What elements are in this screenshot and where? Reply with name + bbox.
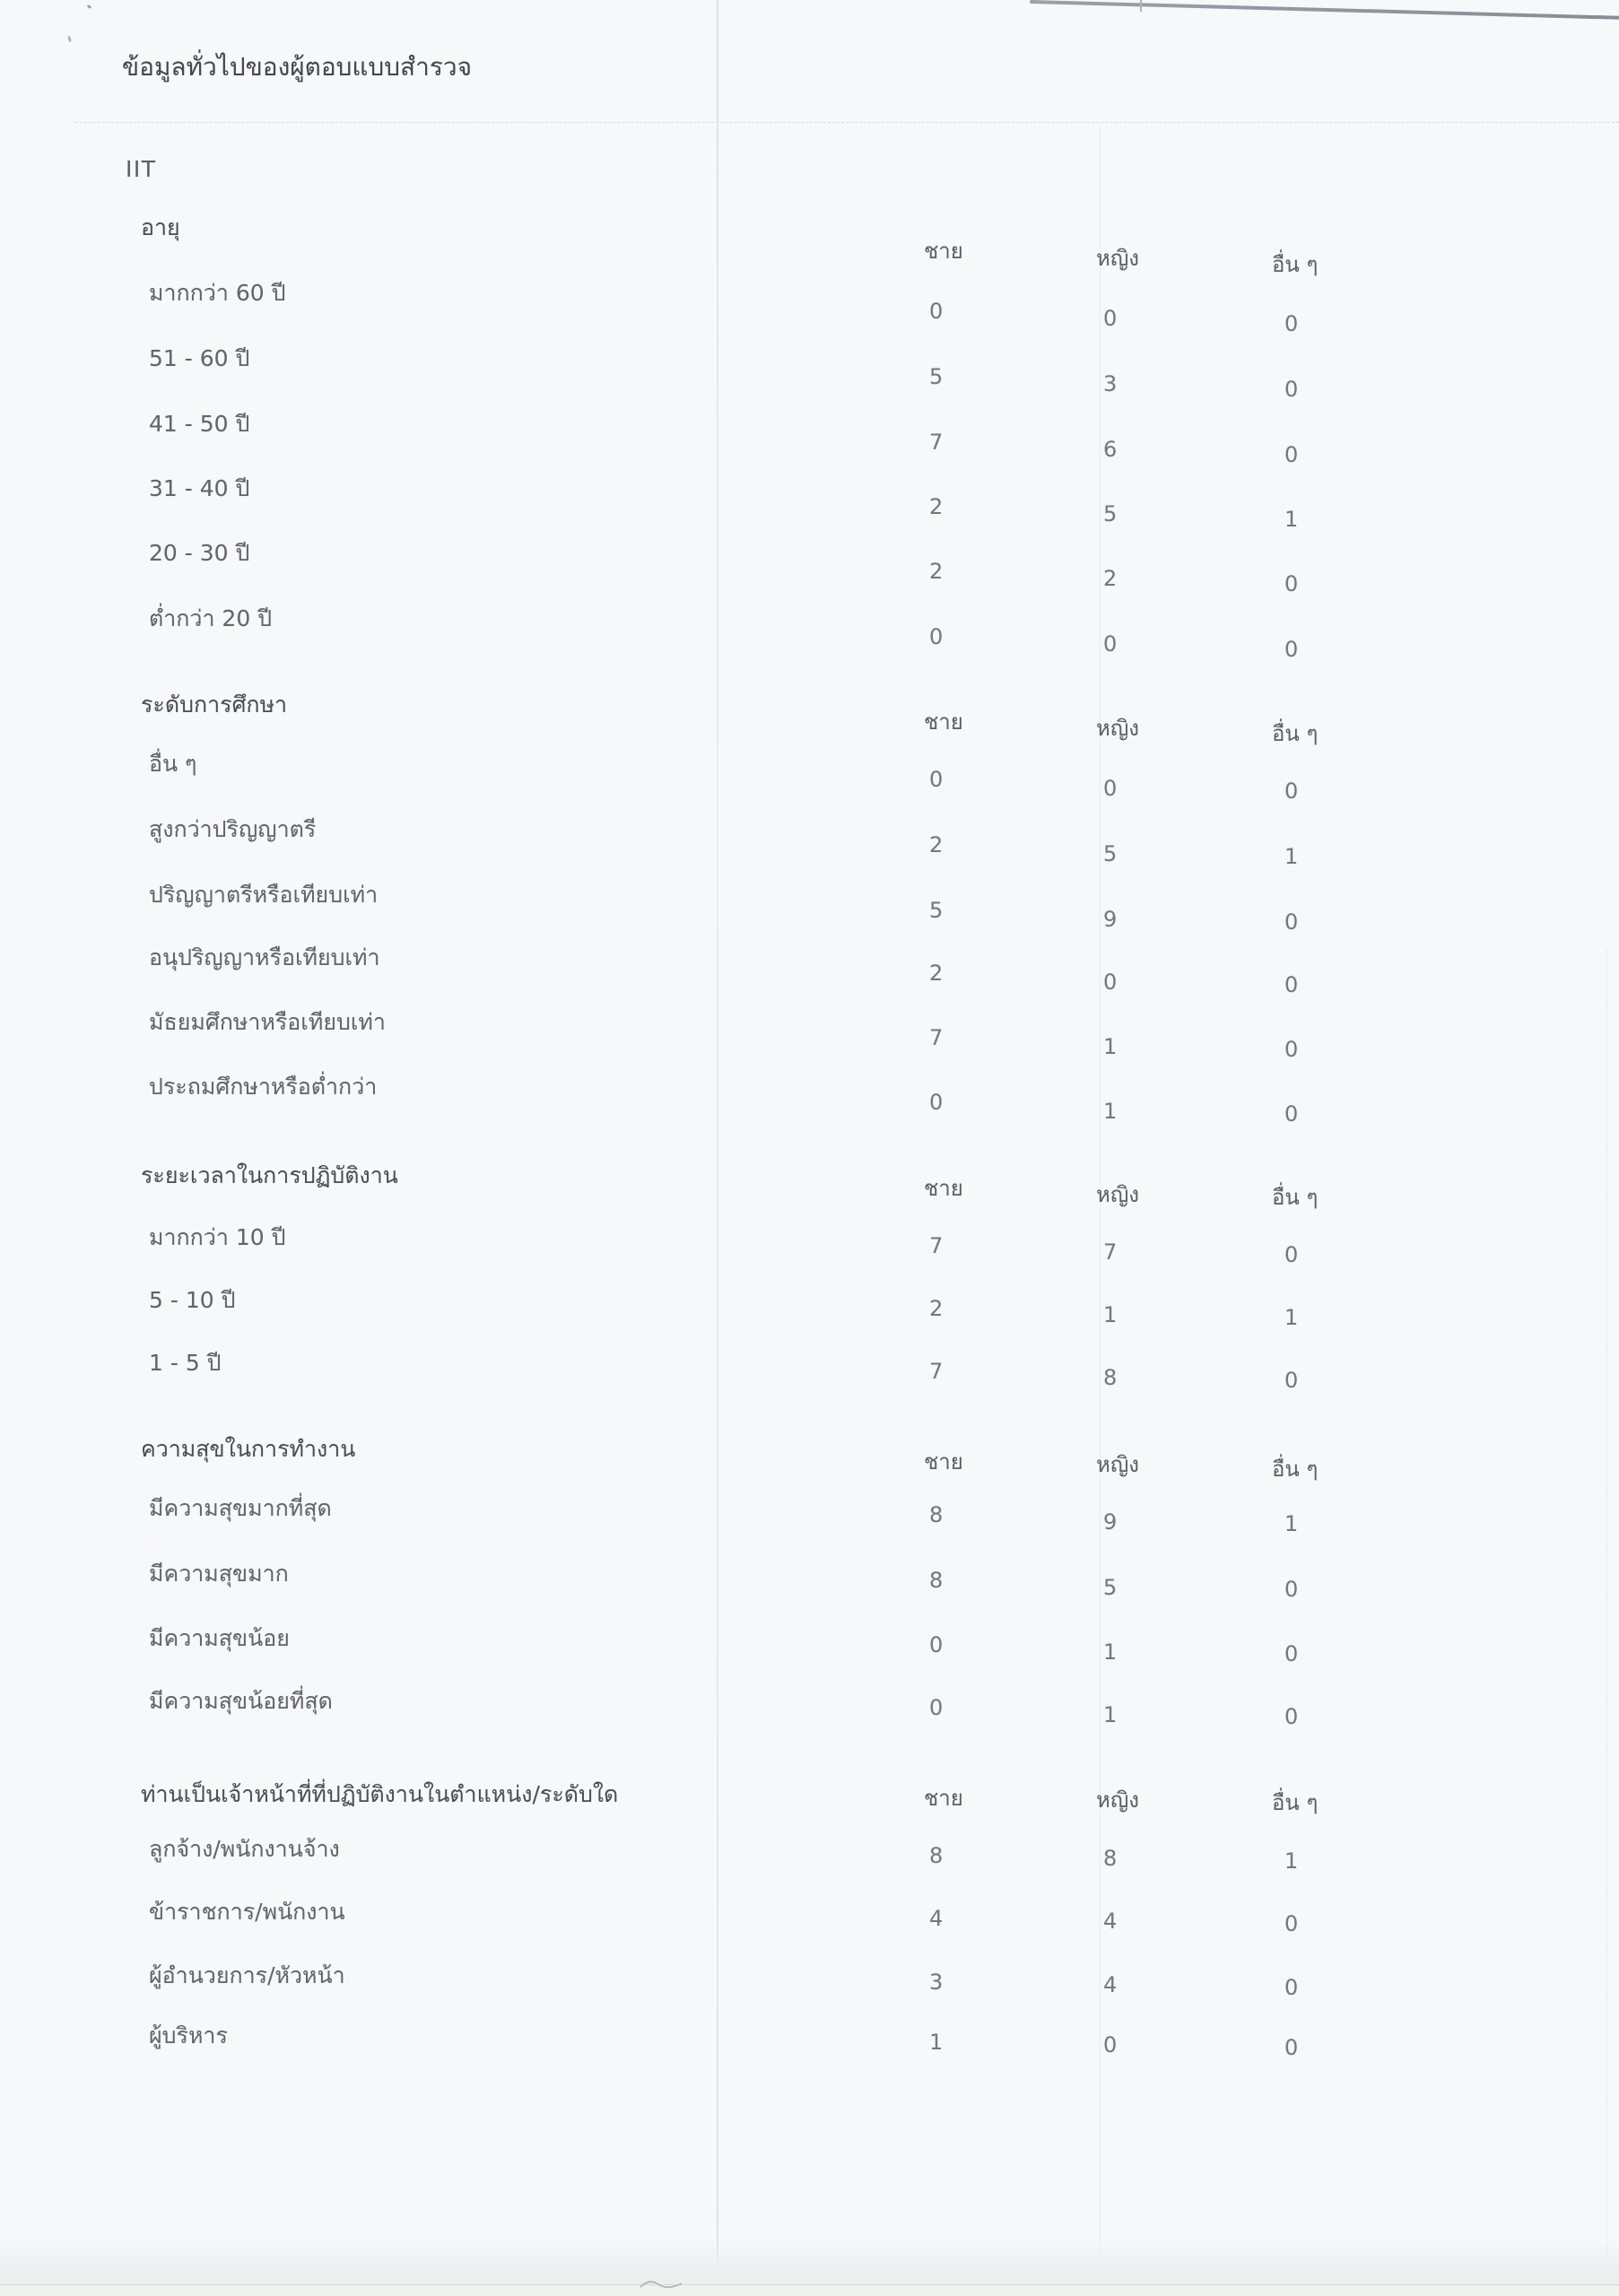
cell-value-other: 0 <box>1284 1704 1299 1729</box>
cell-value-male: 0 <box>929 767 944 792</box>
cell-value-male: 7 <box>929 1025 944 1050</box>
cell-value-male: 0 <box>929 1632 944 1657</box>
cell-value-female: 0 <box>1103 306 1118 331</box>
cell-value-other: 0 <box>1284 1975 1299 2000</box>
row-label: สูงกว่าปริญญาตรี <box>149 816 317 842</box>
cell-value-male: 8 <box>929 1568 944 1593</box>
cell-value-female: 5 <box>1103 1575 1118 1600</box>
column-header-male: ชาย <box>924 239 963 264</box>
column-header-female: หญิง <box>1096 716 1139 741</box>
cell-value-female: 0 <box>1103 631 1118 657</box>
row-label: มีความสุขน้อย <box>149 1625 290 1651</box>
row-label: ลูกจ้าง/พนักงานจ้าง <box>149 1836 340 1862</box>
dotted-separator-line <box>75 122 1619 123</box>
cell-value-other: 1 <box>1284 1305 1299 1330</box>
column-header-other: อื่น ๆ <box>1272 721 1319 746</box>
cell-value-other: 0 <box>1284 972 1299 997</box>
column-header-female: หญิง <box>1096 1182 1139 1207</box>
section-title: ระดับการศึกษา <box>141 691 288 718</box>
row-label: มีความสุขมากที่สุด <box>149 1495 332 1521</box>
cell-value-female: 6 <box>1103 437 1118 462</box>
scanner-bed-strip <box>0 2284 1619 2296</box>
cell-value-male: 0 <box>929 1090 944 1115</box>
row-label: มีความสุขน้อยที่สุด <box>149 1688 333 1714</box>
cell-value-other: 1 <box>1284 1511 1299 1536</box>
row-label: ผู้อำนวยการ/หัวหน้า <box>149 1962 345 1988</box>
cell-value-female: 7 <box>1103 1239 1118 1265</box>
cell-value-other: 0 <box>1284 909 1299 935</box>
cell-value-female: 8 <box>1103 1846 1118 1871</box>
cell-value-other: 0 <box>1284 442 1299 467</box>
row-label: มัธยมศึกษาหรือเทียบเท่า <box>149 1009 386 1035</box>
row-label: 1 - 5 ปี <box>149 1350 222 1376</box>
cell-value-female: 2 <box>1103 566 1118 591</box>
cell-value-female: 1 <box>1103 1034 1118 1059</box>
cell-value-male: 8 <box>929 1843 944 1868</box>
cell-value-male: 0 <box>929 624 944 649</box>
cell-value-male: 2 <box>929 1296 944 1321</box>
cell-value-male: 7 <box>929 1359 944 1384</box>
cell-value-other: 1 <box>1284 1848 1299 1874</box>
cell-value-male: 0 <box>929 299 944 324</box>
cell-value-other: 0 <box>1284 1911 1299 1936</box>
cell-value-male: 7 <box>929 430 944 455</box>
cell-value-male: 4 <box>929 1906 944 1931</box>
cell-value-male: 1 <box>929 2030 944 2055</box>
column-header-other: อื่น ๆ <box>1272 1457 1319 1482</box>
cell-value-other: 0 <box>1284 377 1299 402</box>
cell-value-other: 0 <box>1284 1368 1299 1393</box>
cell-value-male: 7 <box>929 1233 944 1258</box>
cell-value-other: 0 <box>1284 778 1299 804</box>
page-title: ข้อมูลทั่วไปของผู้ตอบแบบสำรวจ <box>122 52 472 82</box>
cell-value-other: 0 <box>1284 2035 1299 2060</box>
row-label: มีความสุขมาก <box>149 1561 289 1587</box>
row-label: มากกว่า 60 ปี <box>149 280 286 306</box>
row-label: 31 - 40 ปี <box>149 475 250 501</box>
row-label: อนุปริญญาหรือเทียบเท่า <box>149 944 380 970</box>
cell-value-female: 5 <box>1103 841 1118 866</box>
column-header-other: อื่น ๆ <box>1272 1790 1319 1815</box>
row-label: ข้าราชการ/พนักงาน <box>149 1899 345 1925</box>
cell-value-other: 0 <box>1284 637 1299 662</box>
section-title: อายุ <box>141 214 180 240</box>
cell-value-male: 5 <box>929 364 944 389</box>
row-label: 51 - 60 ปี <box>149 345 250 371</box>
column-header-male: ชาย <box>924 1176 963 1201</box>
pen-squiggle-mark <box>639 2276 683 2291</box>
cell-value-female: 0 <box>1103 2032 1118 2057</box>
scan-speck <box>67 36 72 43</box>
cell-value-male: 2 <box>929 494 944 519</box>
column-header-female: หญิง <box>1096 246 1139 271</box>
column-header-female: หญิง <box>1096 1787 1139 1813</box>
cell-value-other: 0 <box>1284 1577 1299 1602</box>
cell-value-female: 1 <box>1103 1702 1118 1727</box>
cell-value-female: 3 <box>1103 371 1118 396</box>
cell-value-other: 0 <box>1284 1641 1299 1666</box>
scan-tick-mark <box>1140 0 1142 12</box>
cell-value-female: 1 <box>1103 1099 1118 1124</box>
paper-fold-line-right <box>1606 951 1607 2260</box>
cell-value-other: 0 <box>1284 1101 1299 1126</box>
cell-value-female: 9 <box>1103 1509 1118 1535</box>
scan-speck <box>87 4 92 9</box>
row-label: อื่น ๆ <box>149 751 197 777</box>
cell-value-other: 1 <box>1284 507 1299 532</box>
paper-fold-line <box>717 0 718 2285</box>
column-header-male: ชาย <box>924 709 963 735</box>
cell-value-female: 1 <box>1103 1639 1118 1665</box>
cell-value-female: 9 <box>1103 907 1118 932</box>
cell-value-female: 0 <box>1103 776 1118 801</box>
cell-value-female: 4 <box>1103 1972 1118 1997</box>
scanner-page-edge-line <box>1030 0 1619 20</box>
row-label: ประถมศึกษาหรือต่ำกว่า <box>149 1074 378 1100</box>
cell-value-other: 0 <box>1284 571 1299 596</box>
section-title: ความสุขในการทำงาน <box>141 1436 356 1462</box>
cell-value-other: 1 <box>1284 844 1299 869</box>
column-header-male: ชาย <box>924 1786 963 1811</box>
survey-type-label: IIT <box>126 156 157 182</box>
row-label: ปริญญาตรีหรือเทียบเท่า <box>149 882 379 908</box>
column-header-female: หญิง <box>1096 1452 1139 1477</box>
section-title: ท่านเป็นเจ้าหน้าที่ที่ปฏิบัติงานในตำแหน่ง/ระดับใด <box>141 1781 619 1807</box>
row-label: 41 - 50 ปี <box>149 411 250 437</box>
cell-value-female: 0 <box>1103 970 1118 995</box>
cell-value-female: 8 <box>1103 1365 1118 1390</box>
cell-value-male: 3 <box>929 1970 944 1995</box>
cell-value-other: 0 <box>1284 1037 1299 1062</box>
row-label: ต่ำกว่า 20 ปี <box>149 605 273 631</box>
row-label: ผู้บริหาร <box>149 2022 228 2048</box>
cell-value-male: 8 <box>929 1502 944 1527</box>
row-label: 5 - 10 ปี <box>149 1287 236 1313</box>
cell-value-female: 4 <box>1103 1909 1118 1934</box>
column-header-other: อื่น ๆ <box>1272 252 1319 277</box>
cell-value-male: 2 <box>929 961 944 986</box>
cell-value-female: 5 <box>1103 501 1118 526</box>
row-label: มากกว่า 10 ปี <box>149 1224 286 1250</box>
cell-value-male: 0 <box>929 1695 944 1720</box>
scan-shadow-band <box>0 2240 1619 2285</box>
cell-value-male: 5 <box>929 898 944 923</box>
cell-value-other: 0 <box>1284 311 1299 336</box>
column-header-other: อื่น ๆ <box>1272 1185 1319 1210</box>
section-title: ระยะเวลาในการปฏิบัติงาน <box>141 1162 398 1188</box>
cell-value-male: 2 <box>929 559 944 584</box>
cell-value-male: 2 <box>929 832 944 857</box>
row-label: 20 - 30 ปี <box>149 540 250 566</box>
column-header-male: ชาย <box>924 1449 963 1474</box>
cell-value-female: 1 <box>1103 1302 1118 1327</box>
cell-value-other: 0 <box>1284 1242 1299 1267</box>
